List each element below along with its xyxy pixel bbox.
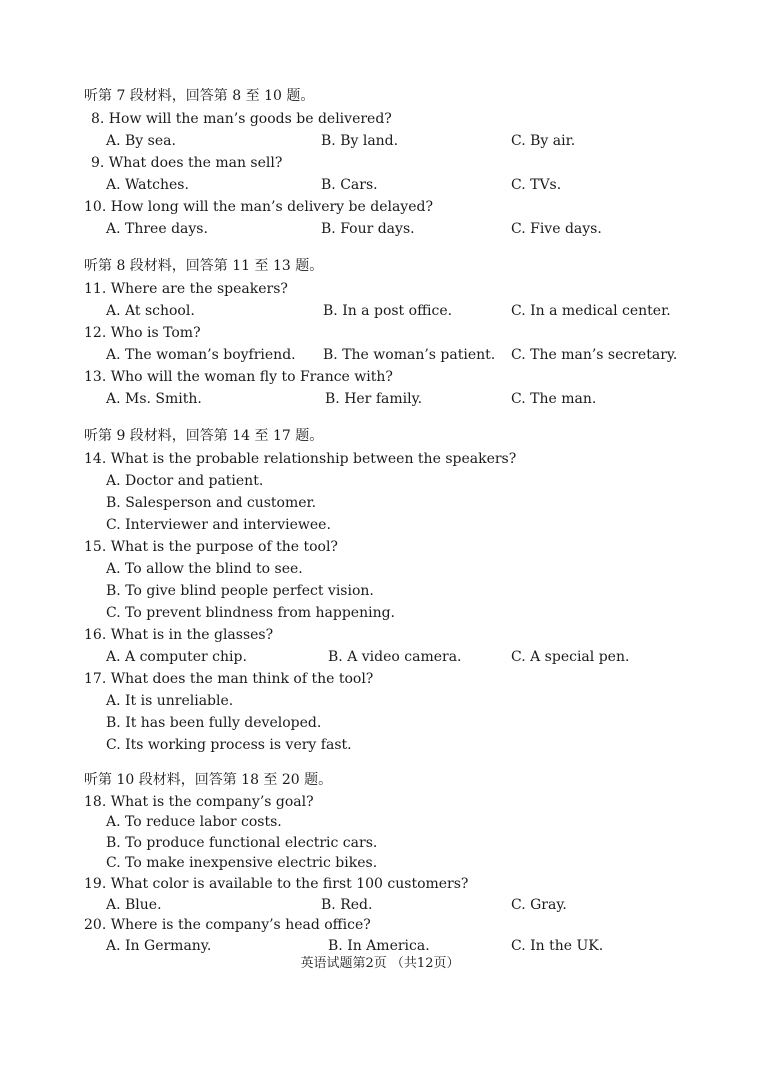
answer-option: C. Gray. [511, 896, 567, 913]
question-stem: 8. How will the man’s goods be delivered? [91, 111, 392, 127]
answer-option: B. Four days. [321, 221, 415, 237]
answer-option: C. A special pen. [511, 649, 630, 665]
answer-option: A. Ms. Smith. [106, 391, 202, 407]
question-stem: 14. What is the probable relationship between the speakers? [84, 451, 517, 467]
answer-option: A. Doctor and patient. [106, 473, 264, 489]
answer-option: A. Blue. [106, 896, 162, 913]
question-stem: 13. Who will the woman fly to France with? [84, 369, 393, 385]
answer-option: C. In a medical center. [511, 303, 671, 319]
answer-option: B. In America. [328, 937, 430, 954]
answer-option: B. Red. [321, 896, 373, 913]
answer-option: A. Three days. [106, 221, 208, 237]
question-stem: 16. What is in the glasses? [84, 627, 274, 643]
section-header: 听第 9 段材料，回答第 14 至 17 题。 [84, 428, 324, 444]
question-stem: 11. Where are the speakers? [84, 281, 288, 297]
answer-option: A. To allow the blind to see. [106, 561, 303, 577]
answer-option: C. In the UK. [511, 937, 604, 954]
answer-option: B. It has been fully developed. [106, 715, 322, 731]
answer-option: C. The man. [511, 391, 597, 407]
question-stem: 20. Where is the company’s head office? [84, 917, 371, 934]
section-header: 听第 7 段材料，回答第 8 至 10 题。 [84, 88, 315, 104]
question-stem: 19. What color is available to the first 100 customers? [84, 876, 469, 892]
question-stem: 10. How long will the man’s delivery be delayed? [84, 199, 433, 215]
answer-option: B. A video camera. [328, 649, 462, 665]
answer-option: B. Salesperson and customer. [106, 495, 317, 511]
answer-option: B. To produce functional electric cars. [106, 834, 378, 851]
answer-option: B. Cars. [321, 177, 378, 193]
answer-option: C. TVs. [511, 177, 562, 193]
answer-option: A. By sea. [106, 133, 176, 149]
answer-option: C. The man’s secretary. [511, 347, 678, 363]
answer-option: B. By land. [321, 133, 399, 149]
section-header: 听第 10 段材料，回答第 18 至 20 题。 [84, 772, 333, 788]
answer-option: B. Her family. [325, 391, 423, 407]
question-stem: 9. What does the man sell? [91, 155, 283, 171]
answer-option: C. By air. [511, 133, 576, 149]
answer-option: B. In a post office. [323, 303, 453, 319]
question-stem: 12. Who is Tom? [84, 325, 201, 341]
answer-option: A. The woman’s boyfriend. [106, 347, 296, 363]
answer-option: A. Watches. [106, 177, 189, 193]
answer-option: C. To make inexpensive electric bikes. [106, 855, 378, 872]
answer-option: A. It is unreliable. [106, 693, 234, 709]
answer-option: A. At school. [106, 303, 195, 319]
answer-option: A. In Germany. [106, 937, 212, 954]
answer-option: C. Its working process is very fast. [106, 737, 352, 753]
answer-option: B. To give blind people perfect vision. [106, 583, 374, 599]
answer-option: C. To prevent blindness from happening. [106, 605, 396, 621]
question-stem: 15. What is the purpose of the tool? [84, 539, 338, 555]
answer-option: A. To reduce labor costs. [106, 814, 282, 831]
question-stem: 18. What is the company’s goal? [84, 793, 314, 810]
page-footer: 英语试题第2页 （共12页） [300, 956, 460, 971]
answer-option: B. The woman’s patient. [323, 347, 496, 363]
answer-option: C. Five days. [511, 221, 602, 237]
answer-option: C. Interviewer and interviewee. [106, 517, 331, 533]
question-stem: 17. What does the man think of the tool? [84, 671, 374, 687]
answer-option: A. A computer chip. [106, 649, 247, 665]
section-header: 听第 8 段材料，回答第 11 至 13 题。 [84, 258, 324, 274]
